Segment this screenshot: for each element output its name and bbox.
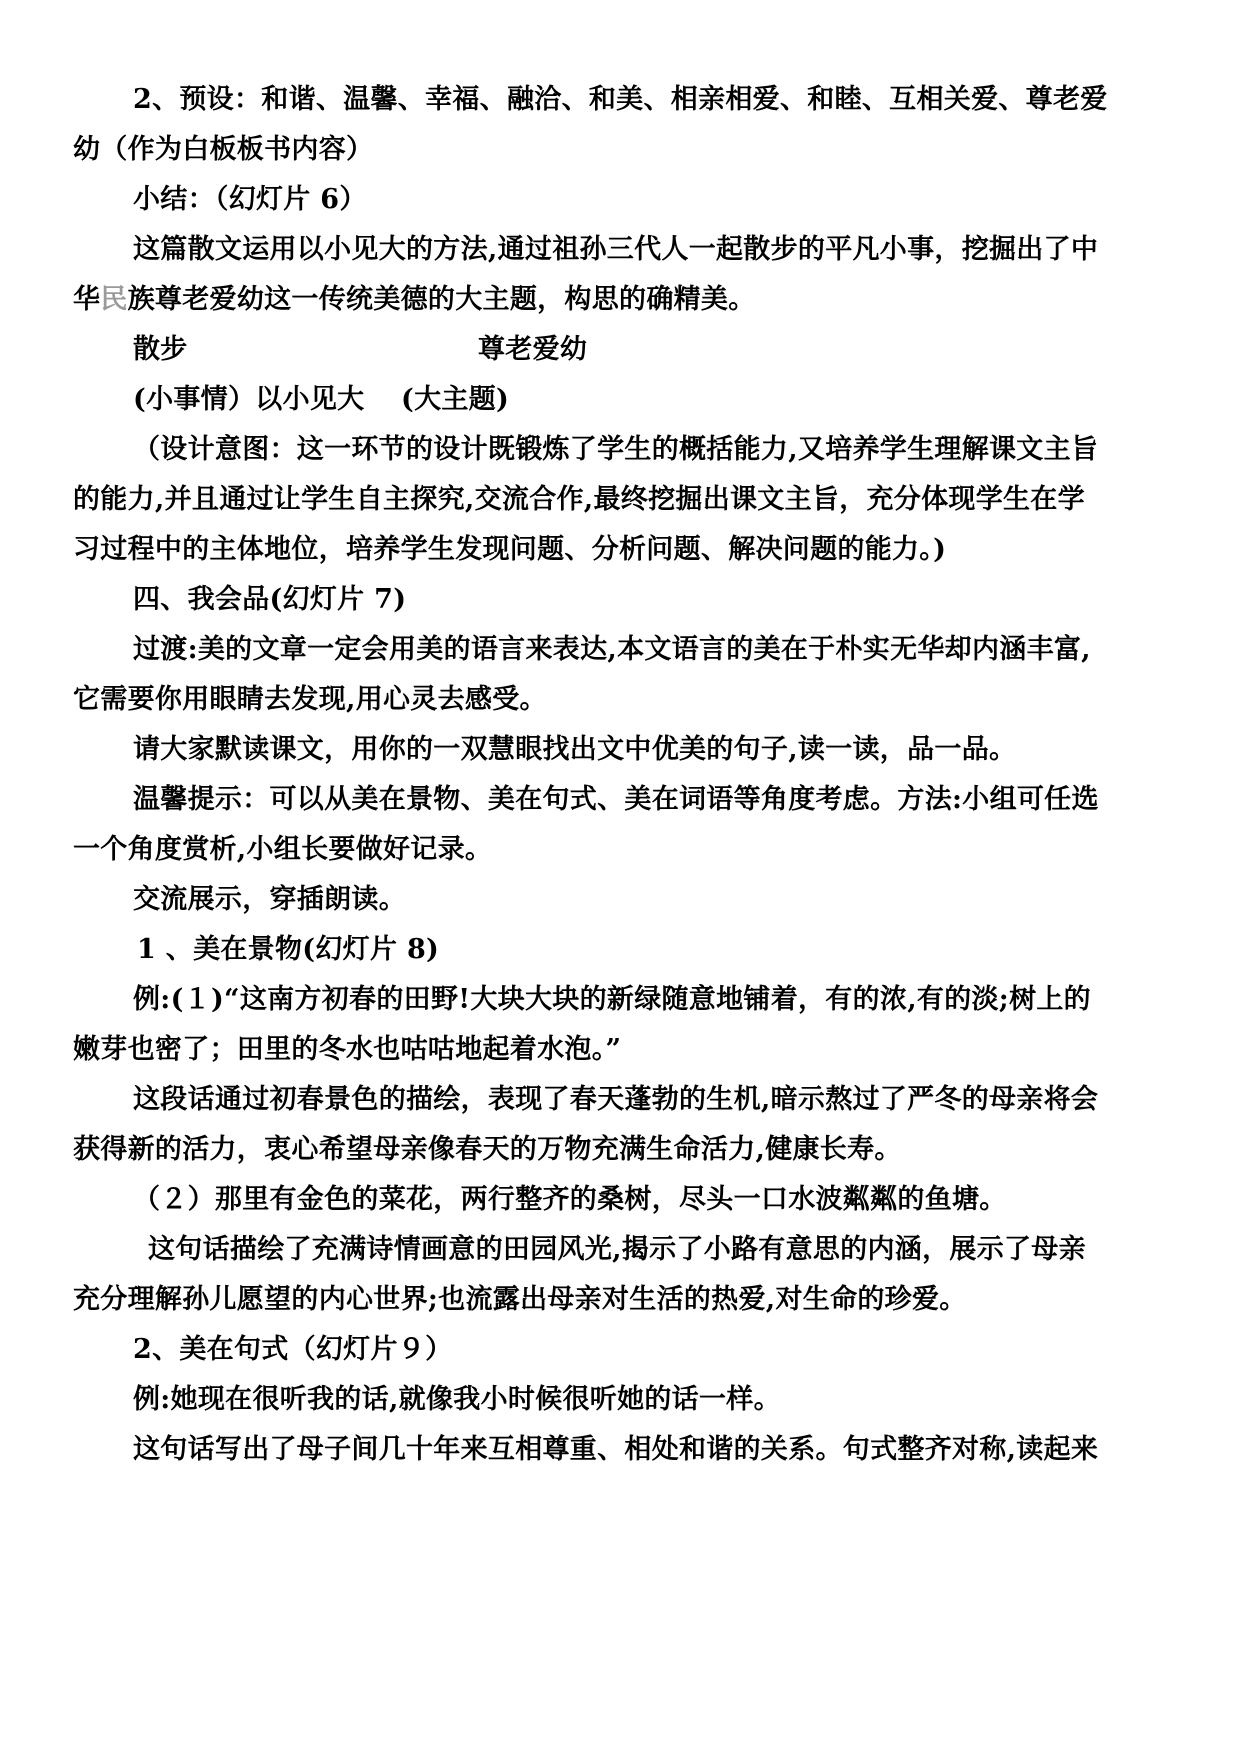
text-line: (大主题) xyxy=(401,384,510,415)
text-line: 这段话通过初春景色的描绘，表现了春天蓬勃的生机,暗示熬过了严冬的母亲将会 xyxy=(133,1084,1099,1115)
text-line: 四、我会品(幻灯片 7) xyxy=(133,584,407,615)
text-line: 1 、美在景物(幻灯片 8) xyxy=(137,934,440,965)
text-line: 一个角度赏析,小组长要做好记录。 xyxy=(73,834,493,865)
text-line: 例:她现在很听我的话,就像我小时候很听她的话一样。 xyxy=(133,1384,781,1415)
text-line: （设计意图：这一环节的设计既锻炼了学生的概括能力,又培养学生理解课文主旨 xyxy=(133,434,1099,465)
text-line: 这篇散文运用以小见大的方法,通过祖孙三代人一起散步的平凡小事，挖掘出了中 xyxy=(133,234,1099,265)
text-line: 嫩芽也密了；田里的冬水也咕咕地起着水泡。” xyxy=(73,1034,622,1065)
text-line: 习过程中的主体地位，培养学生发现问题、分析问题、解决问题的能力。) xyxy=(73,534,947,565)
text-line: 这句话描绘了充满诗情画意的田园风光,揭示了小路有意思的内涵，展示了母亲 xyxy=(148,1234,1086,1265)
text-line: (小事情）以小见大 xyxy=(133,384,365,415)
text-segment: 华 xyxy=(73,284,101,315)
text-segment-highlight: 民 xyxy=(100,284,128,315)
text-line: 尊老爱幼 xyxy=(478,334,588,365)
text-line: 例:(１)“这南方初春的田野!大块大块的新绿随意地铺着，有的浓,有的淡;树上的 xyxy=(133,984,1091,1015)
text-line xyxy=(73,283,756,317)
text-line: 小结：（幻灯片 6） xyxy=(133,184,367,215)
text-line: 获得新的活力，衷心希望母亲像春天的万物充满生命活力,健康长寿。 xyxy=(73,1134,902,1165)
text-line: 温馨提示：可以从美在景物、美在句式、美在词语等角度考虑。方法:小组可任选 xyxy=(133,784,1099,815)
text-line: 充分理解孙儿愿望的内心世界;也流露出母亲对生活的热爱,对生命的珍爱。 xyxy=(73,1284,967,1315)
text-line: 过渡:美的文章一定会用美的语言来表达,本文语言的美在于朴实无华却内涵丰富, xyxy=(133,634,1091,665)
text-segment: 族尊老爱幼这一传统美德的大主题，构思的确精美。 xyxy=(127,284,756,315)
text-line: 幼（作为白板板书内容） xyxy=(73,134,374,165)
text-line: 2、美在句式（幻灯片９） xyxy=(133,1334,453,1365)
text-line: （２）那里有金色的菜花，两行整齐的桑树，尽头一口水波粼粼的鱼塘。 xyxy=(133,1184,1007,1215)
text-line: 请大家默读课文，用你的一双慧眼找出文中优美的句子,读一读，品一品。 xyxy=(133,734,1017,765)
text-line: 散步 xyxy=(133,334,188,365)
text-line: 这句话写出了母子间几十年来互相尊重、相处和谐的关系。句式整齐对称,读起来 xyxy=(133,1434,1099,1465)
text-line: 它需要你用眼睛去发现,用心灵去感受。 xyxy=(73,684,547,715)
text-line: 的能力,并且通过让学生自主探究,交流合作,最终挖掘出课文主旨，充分体现学生在学 xyxy=(73,484,1085,515)
text-line: 2、预设：和谐、温馨、幸福、融洽、和美、相亲相爱、和睦、互相关爱、尊老爱 xyxy=(133,84,1108,115)
text-line: 交流展示，穿插朗读。 xyxy=(133,884,406,915)
